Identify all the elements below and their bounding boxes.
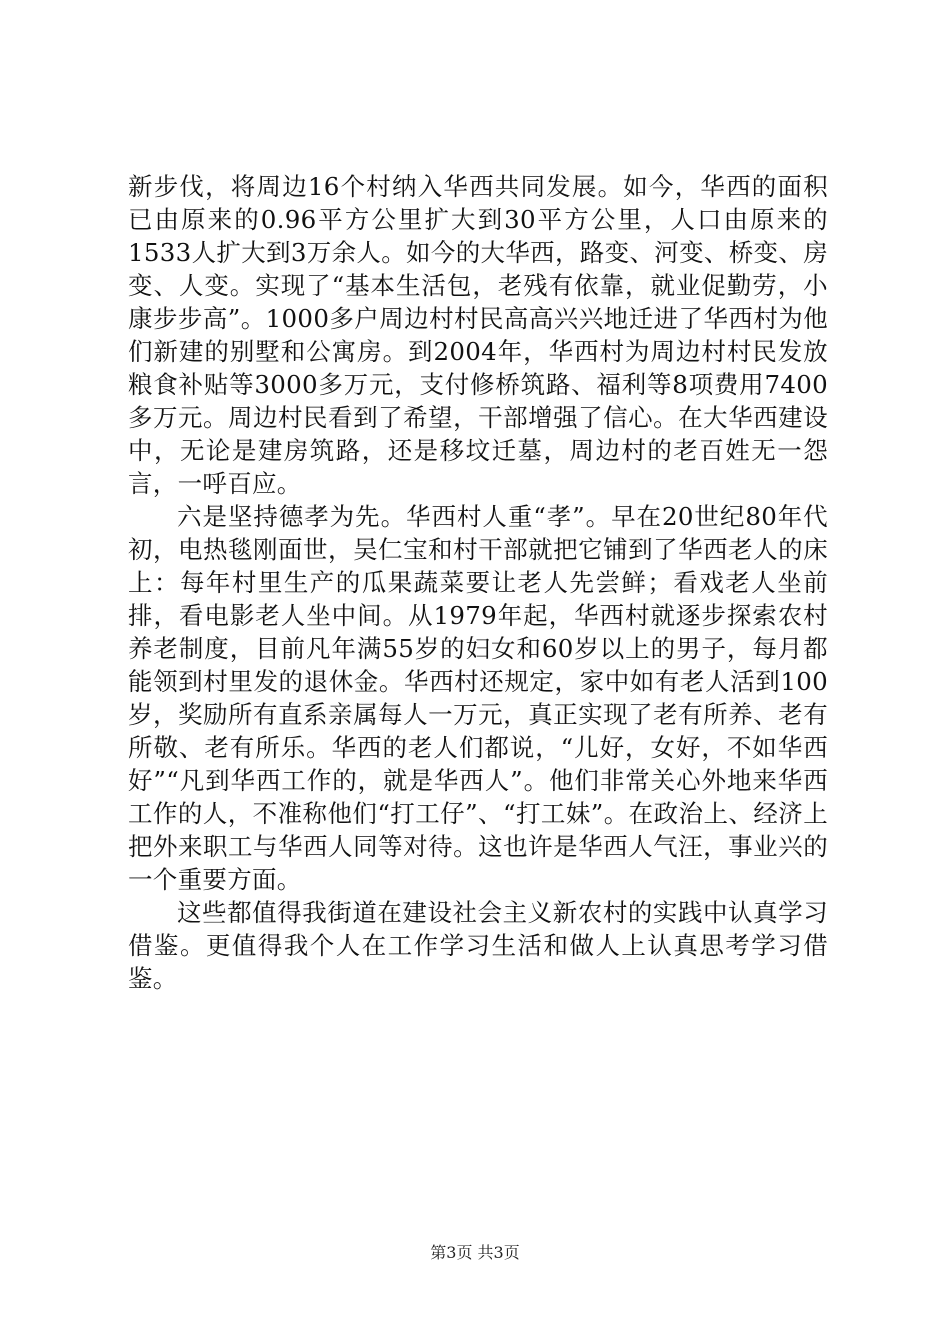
document-body — [128, 170, 828, 995]
page-footer — [0, 1243, 950, 1263]
paragraph-filial-piety: 六是坚持德孝为先。华西村人重“孝”。早在20世纪80年代初，电热毯刚面世，吴仁宝和村干部就把它铺到了华西老人的床上：每年村里生产的瓜果蔬菜要让老人先尝鲜；看戏老人坐前排，看电影老人坐中间。从1979年起，华西村就逐步探索农村养老制度，目前凡年满55岁的妇女和60岁以上的男子，每月都能领到村里发的退休金。华西村还规定，家中如有老人活到100岁，奖励所有直系亲属每人一万元，真正实现了老有所养、老有所敬、老有所乐。华西的老人们都说，“儿好，女好，不如华西好”“凡到华西工作的，就是华西人”。他们非常关心外地来华西工作的人，不准称他们“打工仔”、“打工妹”。在政治上、经济上把外来职工与华西人同等对待。这也许是华西人气汪，事业兴的一个重要方面。 — [128, 502, 829, 894]
paragraph-conclusion: 这些都值得我街道在建设社会主义新农村的实践中认真学习借鉴。更值得我个人在工作学习生活和做人上认真思考学习借鉴。 — [128, 898, 828, 993]
paragraph-continuation: 新步伐，将周边16个村纳入华西共同发展。如今，华西的面积已由原来的0.96平方公里扩大到30平方公里，人口由原来的1533人扩大到3万余人。如今的大华西，路变、河变、桥变、房变、人变。实现了“基本生活包，老残有依靠，就业促勤劳，小康步步高”。1000多户周边村村民高高兴兴地迁进了华西村为他们新建的别墅和公寓房。到2004年，华西村为周边村村民发放粮食补贴等3000多万元，支付修桥筑路、福利等8项费用7400多万元。周边村民看到了希望，干部增强了信心。在大华西建设中，无论是建房筑路，还是移坟迁墓，周边村的老百姓无一怨言，一呼百应。 — [128, 172, 828, 498]
page-number: 第3页 共3页 — [430, 1243, 520, 1262]
